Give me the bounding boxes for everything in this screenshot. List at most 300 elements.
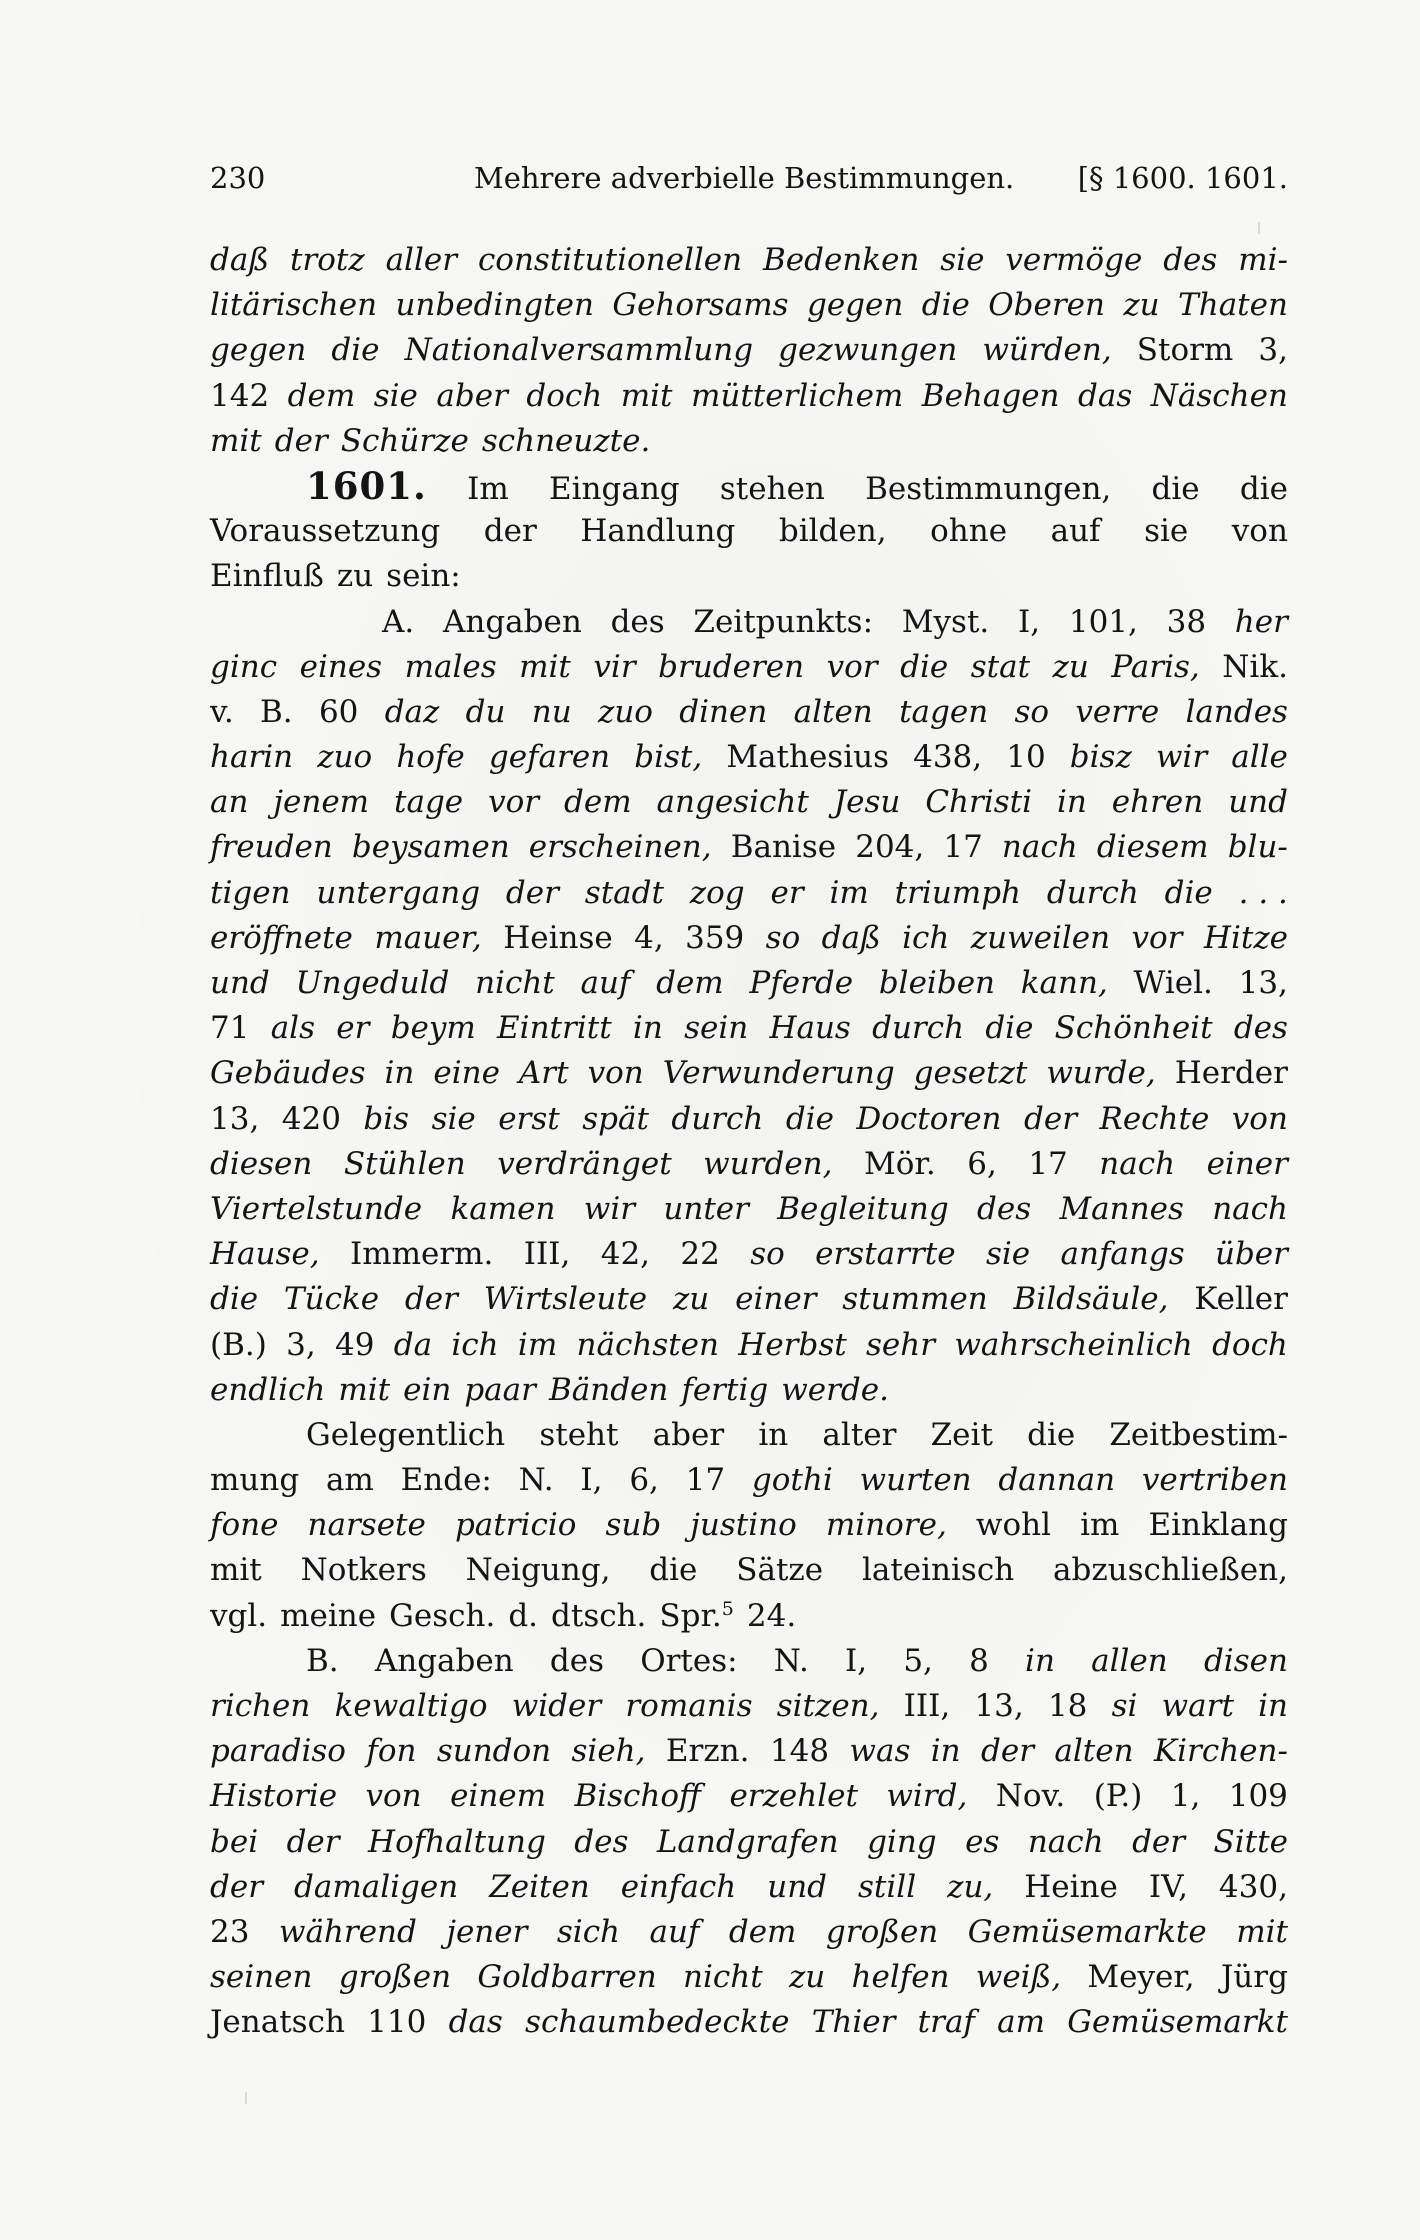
- word: ein: [403, 1371, 452, 1408]
- word: ging: [867, 1823, 937, 1860]
- word: großen: [338, 1959, 452, 1996]
- word: dem: [656, 965, 724, 1001]
- word: an: [210, 784, 249, 821]
- word: Jenatsch: [210, 2004, 345, 2041]
- word: Pferde: [749, 965, 854, 1001]
- word: 4,: [634, 919, 664, 956]
- word: Verwunderung: [662, 1055, 895, 1092]
- word: gegen: [210, 332, 307, 369]
- word: sie: [940, 242, 985, 278]
- word: ich: [902, 919, 950, 956]
- word: gothi: [751, 1462, 833, 1499]
- word: nach: [1001, 829, 1078, 866]
- word: wurde,: [1046, 1055, 1156, 1092]
- word: meine: [280, 1597, 377, 1634]
- word: was: [849, 1733, 911, 1770]
- page-body: [210, 238, 1288, 2046]
- word: bleiben: [878, 965, 996, 1001]
- word: Neigung,: [465, 1552, 611, 1589]
- word: kamen: [450, 1190, 556, 1227]
- word: bei: [210, 1823, 259, 1860]
- word: freuden: [210, 829, 333, 866]
- text-line: [210, 1142, 1288, 1187]
- word: die: [921, 287, 970, 324]
- word: und: [767, 1868, 828, 1905]
- word: die: [1151, 470, 1200, 507]
- word: mütterlichem: [690, 377, 904, 414]
- word: Ende:: [400, 1462, 492, 1499]
- word: diesen: [210, 1145, 313, 1182]
- word: 22: [680, 1236, 720, 1273]
- word: I,: [845, 1642, 868, 1679]
- word: Mannes: [1059, 1190, 1184, 1227]
- word: wurden,: [703, 1145, 833, 1182]
- word: beym: [390, 1010, 476, 1047]
- word: Heinse: [503, 919, 613, 956]
- word: 17: [943, 829, 983, 866]
- word: zog: [689, 874, 745, 911]
- word: Voraussetzung: [210, 513, 441, 550]
- word: 438,: [913, 739, 983, 776]
- word: Zeiten: [489, 1868, 590, 1905]
- word: Einklang: [1148, 1507, 1288, 1544]
- word: er: [336, 1010, 370, 1047]
- word: dem: [564, 784, 632, 821]
- word: sie: [431, 1100, 476, 1137]
- word: Bänden: [548, 1371, 669, 1408]
- word: eine: [433, 1055, 500, 1092]
- word: des: [977, 1190, 1032, 1227]
- word: zu: [672, 1281, 710, 1318]
- word: vor: [826, 648, 878, 685]
- word: mit: [1236, 1913, 1288, 1950]
- word: stummen: [842, 1281, 988, 1318]
- word: Art: [518, 1055, 569, 1092]
- word: bis: [363, 1100, 410, 1137]
- text-line: [210, 780, 1288, 825]
- word: 17: [685, 1462, 726, 1499]
- word: 148: [769, 1733, 830, 1770]
- word: 359: [685, 919, 745, 956]
- word: richen: [210, 1688, 311, 1724]
- word: mi-: [1238, 242, 1288, 278]
- word: bist,: [634, 739, 703, 776]
- word: wir: [583, 1190, 636, 1227]
- word: sein: [684, 1010, 749, 1047]
- text-line: [210, 1820, 1288, 1865]
- word: gegen: [806, 287, 904, 324]
- word: 18: [1047, 1688, 1088, 1724]
- word: nach: [1027, 1823, 1104, 1860]
- word: der: [274, 422, 328, 459]
- word: Gemüsemarkt: [1067, 2004, 1288, 2041]
- text-line: [210, 419, 1288, 464]
- word: Spr.: [659, 1597, 722, 1634]
- word: die: [210, 1281, 259, 1318]
- word: wider: [511, 1688, 602, 1724]
- word: 23: [210, 1913, 250, 1950]
- word: des: [549, 1642, 604, 1679]
- page-number: 230: [210, 161, 266, 195]
- word: kann,: [1020, 965, 1108, 1001]
- word: Jürg: [1220, 1959, 1288, 1996]
- scan-speck: [1258, 222, 1260, 234]
- word: Nationalversammlung: [404, 332, 754, 369]
- word: jener: [446, 1913, 528, 1950]
- word: I,: [580, 1462, 603, 1499]
- word: beysamen: [351, 829, 510, 866]
- text-line: [210, 1729, 1288, 1774]
- word: der: [210, 1868, 264, 1905]
- word: Einfluß: [210, 558, 324, 595]
- word: nu: [531, 693, 572, 730]
- word: sub: [605, 1507, 662, 1544]
- word: Herbst: [738, 1326, 847, 1363]
- word: alten: [793, 693, 873, 730]
- word: Wiel.: [1133, 965, 1213, 1001]
- word: Bildsäule,: [1013, 1281, 1169, 1318]
- word: abzuschließen,: [1053, 1552, 1288, 1589]
- word: justino: [690, 1507, 797, 1544]
- word: am: [997, 2004, 1046, 2041]
- word: patricio: [454, 1507, 577, 1544]
- text-line: [210, 1323, 1288, 1368]
- word: von: [1231, 513, 1288, 550]
- text-line: [210, 1051, 1288, 1096]
- word: wart: [1161, 1688, 1234, 1724]
- word: Sitte: [1213, 1823, 1288, 1860]
- word: 71: [210, 1010, 250, 1047]
- word: in: [1056, 784, 1087, 821]
- word: wurten: [859, 1462, 972, 1499]
- text-line: [210, 1277, 1288, 1322]
- word: diesem: [1096, 829, 1209, 866]
- word: Mathesius: [726, 739, 890, 776]
- word: 17: [1028, 1145, 1068, 1182]
- word: zu,: [947, 1868, 994, 1905]
- word: die: [1164, 874, 1213, 911]
- word: wohl: [975, 1507, 1051, 1544]
- word: als: [270, 1010, 316, 1047]
- word: zu: [1052, 648, 1089, 685]
- word: still: [858, 1868, 917, 1905]
- word: in: [384, 1055, 415, 1092]
- text-line: [210, 1413, 1288, 1458]
- word: nächsten: [576, 1326, 719, 1363]
- word: nach: [1099, 1145, 1176, 1182]
- word: unbedingten: [395, 287, 594, 324]
- word: eröffnete: [210, 919, 353, 956]
- word: Historie: [210, 1778, 338, 1815]
- word: sie: [1144, 513, 1189, 550]
- word: und: [1228, 784, 1288, 821]
- word: (B.): [210, 1326, 267, 1363]
- word: wird,: [886, 1778, 968, 1815]
- text-line: [210, 645, 1288, 690]
- word: III,: [903, 1688, 951, 1724]
- word: dinen: [679, 693, 768, 730]
- word: über: [1214, 1236, 1288, 1273]
- word: mit: [620, 377, 673, 414]
- word: Schönheit: [1054, 1010, 1213, 1047]
- text-line: [210, 554, 1288, 599]
- word: Banise: [730, 829, 837, 866]
- word: Paris,: [1111, 648, 1200, 685]
- word: 420: [281, 1100, 341, 1137]
- word: der: [404, 1281, 458, 1318]
- word: die: [900, 648, 949, 685]
- word: (P.): [1093, 1778, 1143, 1815]
- word: die: [785, 1100, 834, 1137]
- section-range: [§ 1600. 1601.: [1077, 161, 1288, 195]
- word: B.: [306, 1642, 339, 1679]
- word: minore,: [825, 1507, 947, 1544]
- text-line: [210, 1187, 1288, 1232]
- word: aber: [652, 1416, 725, 1453]
- word: bilden,: [778, 513, 887, 550]
- word: vir: [593, 648, 636, 685]
- word: vermöge: [1005, 242, 1143, 278]
- word: Hitze: [1203, 919, 1288, 956]
- word: steht: [539, 1416, 619, 1453]
- word: durch: [1046, 874, 1139, 911]
- text-line: [210, 509, 1288, 554]
- word: dem: [287, 377, 356, 414]
- word: Handlung: [580, 513, 736, 550]
- word: Kirchen-: [1153, 1733, 1288, 1770]
- word: der: [505, 874, 559, 911]
- word: Zeitbestim-: [1109, 1416, 1288, 1453]
- word: sundon: [436, 1733, 552, 1770]
- word: sie: [985, 1236, 1031, 1273]
- text-line: [210, 1774, 1288, 1819]
- word: Rechte: [1099, 1100, 1210, 1137]
- text-line: [210, 1639, 1288, 1684]
- word: mit: [210, 1552, 262, 1589]
- word: einer: [1206, 1145, 1288, 1182]
- running-title: Mehrere adverbielle Bestimmungen.: [474, 161, 1015, 195]
- word: wir: [1155, 739, 1208, 776]
- word: Thaten: [1178, 287, 1288, 324]
- word: ehren: [1111, 784, 1204, 821]
- word: fone: [210, 1507, 279, 1544]
- word: einer: [735, 1281, 817, 1318]
- word: zuweilen: [970, 919, 1111, 956]
- word: die: [649, 1552, 698, 1589]
- word: gesetzt: [913, 1055, 1028, 1092]
- word: im: [1080, 1507, 1120, 1544]
- word: weiß,: [975, 1959, 1062, 1996]
- word: Notkers: [300, 1552, 427, 1589]
- word: sie: [373, 377, 418, 414]
- text-line: [210, 2000, 1288, 2045]
- abbreviation-with-superscript: [659, 1594, 733, 1639]
- text-line: [210, 1910, 1288, 1955]
- word: 10: [1006, 739, 1046, 776]
- word: Schürze: [340, 422, 469, 459]
- word: 13,: [1238, 965, 1288, 1001]
- word: helfen: [851, 1959, 950, 1996]
- word: 110: [367, 2004, 427, 2041]
- word: verdränget: [497, 1145, 672, 1182]
- word: 5,: [903, 1642, 933, 1679]
- word: Ortes:: [640, 1642, 738, 1679]
- word: ohne: [930, 513, 1008, 550]
- word: von: [365, 1778, 422, 1815]
- word: fon: [366, 1733, 417, 1770]
- word: si: [1111, 1688, 1138, 1724]
- word: alle: [1231, 739, 1288, 776]
- word: daz: [384, 693, 440, 730]
- word: disen: [1203, 1642, 1288, 1679]
- word: . . .: [1238, 874, 1288, 911]
- word: stat: [970, 648, 1031, 685]
- word: sich: [556, 1913, 621, 1950]
- word: so: [765, 919, 801, 956]
- word: mauer,: [374, 919, 482, 956]
- word: schneuzte.: [481, 422, 651, 459]
- word: Erzn.: [665, 1733, 750, 1770]
- word: sein:: [386, 558, 461, 595]
- word: Sätze: [736, 1552, 824, 1589]
- edition-superscript: 5: [721, 1597, 734, 1620]
- word: allen: [1091, 1642, 1168, 1679]
- word: in: [632, 1010, 663, 1047]
- word: bruderen: [658, 648, 805, 685]
- text-line: [210, 1548, 1288, 1593]
- word: vertriben: [1141, 1462, 1288, 1499]
- word: der: [483, 513, 537, 550]
- word: du: [465, 693, 506, 730]
- word: zu: [788, 1959, 826, 1996]
- word: Ungeduld: [295, 965, 450, 1001]
- word: 430,: [1218, 1868, 1288, 1905]
- word: das: [448, 2004, 503, 2041]
- word: während: [278, 1913, 417, 1950]
- text-line: [210, 1368, 1288, 1413]
- word: wahrscheinlich: [954, 1326, 1193, 1363]
- word: Näschen: [1150, 377, 1288, 414]
- word: Wirtsleute: [483, 1281, 648, 1318]
- word: aller: [385, 242, 458, 278]
- word: nicht: [683, 1959, 763, 1996]
- word: Angaben: [374, 1642, 514, 1679]
- word: traf: [917, 2004, 975, 2041]
- section-number: 1601.: [306, 463, 427, 508]
- word: trotz: [289, 242, 365, 278]
- word: die: [331, 332, 380, 369]
- text-line: [210, 1594, 1288, 1639]
- word: 6,: [967, 1145, 997, 1182]
- word: Stühlen: [343, 1145, 466, 1182]
- word: mit: [338, 1371, 391, 1408]
- word: erzehlet: [729, 1778, 858, 1815]
- word: Storm: [1136, 332, 1234, 369]
- word: Zeit: [930, 1416, 993, 1453]
- word: Haus: [769, 1010, 851, 1047]
- text-line: [210, 374, 1288, 419]
- word: in: [758, 1416, 789, 1453]
- text-line: [210, 1097, 1288, 1142]
- word: hofe: [396, 739, 465, 776]
- text-line: [210, 735, 1288, 780]
- text-line: [210, 1955, 1288, 2000]
- word: einfach: [620, 1868, 737, 1905]
- scan-speck: [245, 2092, 247, 2104]
- word: 13,: [974, 1688, 1024, 1724]
- word: dem: [728, 1913, 797, 1950]
- word: das: [1078, 377, 1133, 414]
- word: nicht: [475, 965, 555, 1001]
- word: im: [829, 874, 869, 911]
- word: verre: [1075, 693, 1160, 730]
- word: einem: [450, 1778, 547, 1815]
- word: Jesu: [833, 784, 901, 821]
- word: Nik.: [1222, 648, 1288, 685]
- word: kewaltigo: [334, 1688, 488, 1724]
- word: Nov.: [995, 1778, 1066, 1815]
- word: stehen: [719, 470, 825, 507]
- word: der: [1132, 1823, 1186, 1860]
- text-line: [210, 1458, 1288, 1503]
- word: Angaben: [442, 603, 582, 640]
- word: litärischen: [210, 287, 378, 324]
- word: 49: [335, 1326, 375, 1363]
- word: es: [965, 1823, 1000, 1860]
- word: 1,: [1170, 1778, 1201, 1815]
- word: I,: [1018, 603, 1041, 640]
- word: gezwungen: [778, 332, 958, 369]
- word: untergang: [316, 874, 481, 911]
- word: damaligen: [294, 1868, 459, 1905]
- word: nach: [1212, 1190, 1288, 1227]
- word: dtsch.: [551, 1597, 647, 1634]
- word: seinen: [210, 1959, 313, 1996]
- word: Bestimmungen,: [865, 470, 1112, 507]
- word: landes: [1185, 693, 1288, 730]
- word: mung: [210, 1462, 300, 1499]
- word: Doctoren: [856, 1100, 1002, 1137]
- word: des: [1163, 242, 1218, 278]
- word: eines: [299, 648, 383, 685]
- word: zu: [1123, 287, 1160, 324]
- word: lateinisch: [861, 1552, 1015, 1589]
- word: erst: [498, 1100, 560, 1137]
- word: Myst.: [901, 603, 990, 640]
- word: 101,: [1068, 603, 1138, 640]
- word: tigen: [210, 874, 291, 911]
- word: constitutionellen: [477, 242, 743, 278]
- word: zuo: [317, 739, 373, 776]
- text-line: [210, 1232, 1288, 1277]
- word: 38: [1166, 603, 1207, 640]
- text-line: [210, 1865, 1288, 1910]
- word: B.: [260, 693, 293, 730]
- word: dannan: [998, 1462, 1116, 1499]
- word: daß: [821, 919, 881, 956]
- word: so: [750, 1236, 785, 1273]
- word: alter: [822, 1416, 897, 1453]
- word: erstarrte: [815, 1236, 956, 1273]
- word: erscheinen,: [528, 829, 712, 866]
- word: des: [1233, 1010, 1288, 1047]
- word: Eintritt: [497, 1010, 612, 1047]
- word: 109: [1228, 1778, 1288, 1815]
- word: auf: [580, 965, 631, 1001]
- word: zu: [336, 558, 374, 595]
- word: sehr: [866, 1326, 936, 1363]
- text-line: [210, 328, 1288, 373]
